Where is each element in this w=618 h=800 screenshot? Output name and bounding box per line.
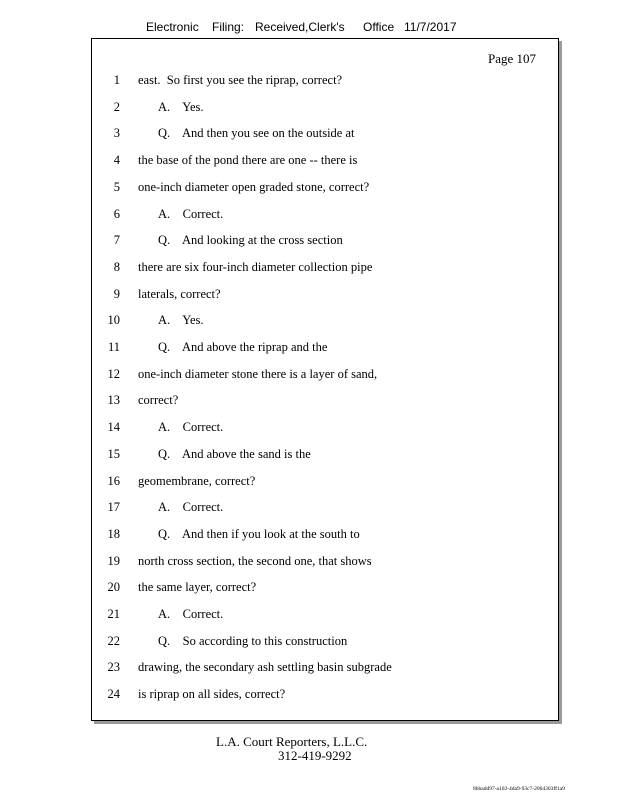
line-number: 24 <box>107 687 120 702</box>
document-hash: 8bbadd97-a102-4da9-93c7-2064303ff1a9 <box>473 786 565 792</box>
line-text: Q. And then you see on the outside at <box>158 126 355 141</box>
header-received: Received,Clerk's <box>255 20 345 34</box>
header-office: Office <box>363 20 395 34</box>
line-text: Q. And above the riprap and the <box>158 340 328 354</box>
line-number: 12 <box>107 366 120 381</box>
transcript-line <box>92 500 558 520</box>
line-number: 6 <box>113 206 120 221</box>
line-number: 16 <box>107 473 120 488</box>
line-number: 2 <box>113 99 120 114</box>
transcript-line <box>92 313 558 333</box>
line-number: 9 <box>113 286 120 301</box>
line-number: 18 <box>107 526 120 541</box>
line-text: A. Correct. <box>158 420 224 435</box>
line-number: 23 <box>107 660 120 675</box>
line-text: the base of the pond there are one -- there is <box>138 153 358 168</box>
line-number: 21 <box>107 607 120 621</box>
transcript-line <box>92 260 558 280</box>
header-filing: Filing: <box>212 20 245 34</box>
line-number: 10 <box>107 313 120 328</box>
line-number: 19 <box>107 553 120 568</box>
line-number: 22 <box>107 633 120 648</box>
page-number: Page 107 <box>487 51 536 66</box>
line-number: 14 <box>107 420 120 435</box>
line-text: Q. And above the sand is the <box>158 446 311 461</box>
transcript-line <box>92 367 558 387</box>
line-text: geomembrane, correct? <box>138 473 256 488</box>
line-text: drawing, the secondary ash settling basin subgrade <box>138 660 392 675</box>
line-number: 5 <box>113 179 120 194</box>
transcript-line <box>92 634 558 654</box>
transcript-line <box>92 554 558 574</box>
transcript-line <box>92 393 558 413</box>
line-text: one-inch diameter open graded stone, correct? <box>138 179 370 194</box>
line-number: 7 <box>113 233 120 248</box>
line-text: A. Correct. <box>158 607 224 621</box>
transcript-line <box>92 180 558 200</box>
line-number: 4 <box>113 153 120 168</box>
line-text: A. Correct. <box>158 500 224 515</box>
transcript-line <box>92 73 558 93</box>
line-text: north cross section, the second one, that shows <box>138 553 372 568</box>
line-text: is riprap on all sides, correct? <box>138 687 286 702</box>
transcript-line <box>92 340 558 360</box>
filing-stamp-header <box>0 20 618 36</box>
transcript-line <box>92 687 558 707</box>
line-text: correct? <box>138 393 179 408</box>
footer-company: L.A. Court Reporters, L.L.C. <box>216 734 368 749</box>
line-number: 13 <box>107 393 120 408</box>
transcript-line <box>92 126 558 146</box>
line-text: laterals, correct? <box>138 286 221 301</box>
transcript-line <box>92 207 558 227</box>
footer-phone: 312-419-9292 <box>278 748 352 763</box>
line-number: 11 <box>107 340 120 354</box>
line-number: 20 <box>107 580 120 595</box>
transcript-line <box>92 447 558 467</box>
line-text: east. So first you see the riprap, correct? <box>138 73 343 87</box>
line-text: the same layer, correct? <box>138 580 257 595</box>
line-text: there are six four-inch diameter collection pipe <box>138 259 373 274</box>
line-text: Q. So according to this construction <box>158 633 348 648</box>
line-number: 15 <box>107 446 120 461</box>
transcript-line <box>92 474 558 494</box>
line-text: A. Yes. <box>158 313 204 328</box>
line-number: 1 <box>113 73 120 87</box>
transcript-line <box>92 660 558 680</box>
transcript-line <box>92 580 558 600</box>
transcript-line <box>92 420 558 440</box>
line-text: A. Yes. <box>158 99 204 114</box>
transcript-line <box>92 527 558 547</box>
line-number: 17 <box>107 500 120 515</box>
transcript-line <box>92 100 558 120</box>
transcript-line <box>92 153 558 173</box>
line-text: Q. And looking at the cross section <box>158 233 343 248</box>
line-text: Q. And then if you look at the south to <box>158 526 360 541</box>
line-text: one-inch diameter stone there is a layer of sand, <box>138 366 378 381</box>
transcript-line <box>92 233 558 253</box>
line-number: 8 <box>113 259 120 274</box>
line-number: 3 <box>113 126 120 141</box>
transcript-line <box>92 607 558 627</box>
transcript-line <box>92 287 558 307</box>
transcript-page <box>91 38 559 721</box>
header-electronic: Electronic <box>146 20 199 34</box>
line-text: A. Correct. <box>158 206 224 221</box>
header-date: 11/7/2017 <box>404 20 457 34</box>
